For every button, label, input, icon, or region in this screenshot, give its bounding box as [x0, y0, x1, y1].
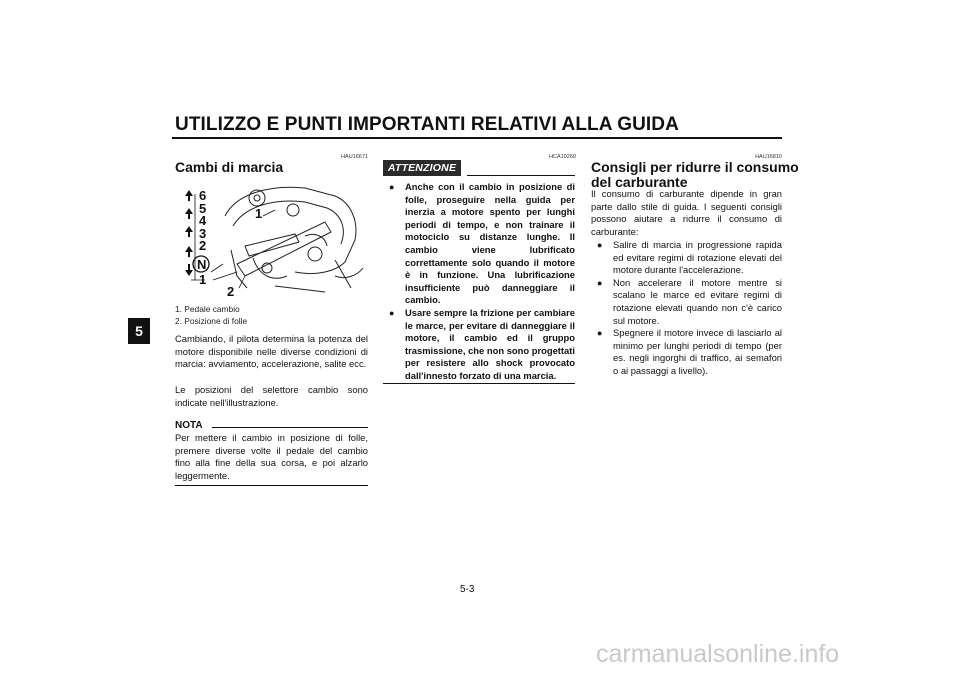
shift-arrows — [185, 190, 193, 276]
note-rule-bottom — [175, 485, 368, 486]
paragraph-gears-intro: Cambiando, il pilota determina la potenza del motore disponibile nelle diverse condizioni di marcia: avviamento, accelerazione, salite ecc. — [175, 333, 368, 370]
footrest-assembly-drawing — [211, 187, 363, 292]
section-heading-gearshift: Cambi di marcia — [175, 159, 284, 175]
fuel-tip-item: ● Salire di marcia in progressione rapida ed evitare regimi di rotazione elevati del motore durante l'accelerazione. — [597, 239, 782, 277]
paragraph-gears-positions: Le posizioni del selettore cambio sono indicate nell'illustrazione. — [175, 384, 368, 408]
attention-badge: ATTENZIONE — [383, 160, 461, 176]
callout-2: 2 — [227, 284, 235, 299]
note-text: Per mettere il cambio in posizione di folle, premere diverse volte il pedale del cambio fino alla fine della sua corsa, e poi alzarlo leggermente. — [175, 432, 368, 481]
gear-label-N: N — [197, 257, 207, 272]
gear-label-2: 2 — [199, 238, 207, 253]
gear-label-6: 6 — [199, 188, 207, 203]
fuel-tip-item: ● Spegnere il motore invece di lasciarlo al minimo per lunghi periodi di tempo (per es. negli ingorghi di traffico, ai semafori o ai passaggi a livello). — [597, 327, 782, 377]
fuel-tip-item: ● Non accelerare il motore mentre si scalano le marce ed evitare regimi di rotazione elevati quando non c'è carico sul motore. — [597, 277, 782, 327]
attention-item: ● Anche con il cambio in posizione di folle, proseguire nella guida per inerzia a motore spento per lunghi periodi di tempo, e non trainare il motociclo su distanze lunghe. Il cambio viene lubrificato correttamente solo quando il motore è in funzione. Una lubrificazione insufficiente può danneggiare il cambio. — [389, 181, 575, 307]
attention-item: ● Usare sempre la frizione per cambiare le marce, per evitare di danneggiare il motore, il cambio ed il gruppo trasmissione, che non sono progettati per resistere allo shock provocato dall'innesto forzato di una marcia. — [389, 307, 575, 383]
note-label: NOTA — [175, 420, 203, 431]
section-code: HCA10260 — [549, 154, 576, 160]
gear-label-4: 4 — [199, 213, 207, 228]
page-title: UTILIZZO E PUNTI IMPORTANTI RELATIVI ALLA GUIDA — [175, 114, 679, 135]
attention-rule-bottom — [383, 383, 575, 384]
paragraph-fuel-intro: Il consumo di carburante dipende in gran parte dallo stile di guida. I seguenti consigli possono aiutare a ridurre il consumo di carburante: — [591, 188, 782, 237]
attention-rule-top — [467, 175, 575, 176]
section-heading-fuel-line2: del carburante — [591, 174, 688, 190]
gear-shift-diagram — [175, 176, 369, 300]
note-rule-top — [212, 427, 368, 428]
callout-1: 1 — [255, 206, 263, 221]
caption-2: 2. Posizione di folle — [175, 316, 248, 326]
chapter-tab[interactable]: 5 — [128, 318, 150, 344]
watermark: carmanualsonline.info — [596, 640, 840, 668]
attention-list — [389, 181, 575, 383]
caption-1: 1. Pedale cambio — [175, 304, 240, 314]
section-code: HAU16671 — [341, 154, 368, 160]
page-number: 5-3 — [460, 584, 475, 595]
gear-label-3: 3 — [199, 226, 207, 241]
gear-label-5: 5 — [199, 201, 207, 216]
gear-label-1: 1 — [199, 272, 207, 287]
title-rule — [172, 137, 782, 139]
section-heading-fuel-line1: Consigli per ridurre il consumo — [591, 159, 799, 175]
fuel-tips-list — [597, 239, 782, 378]
section-code: HAU16810 — [755, 154, 782, 160]
